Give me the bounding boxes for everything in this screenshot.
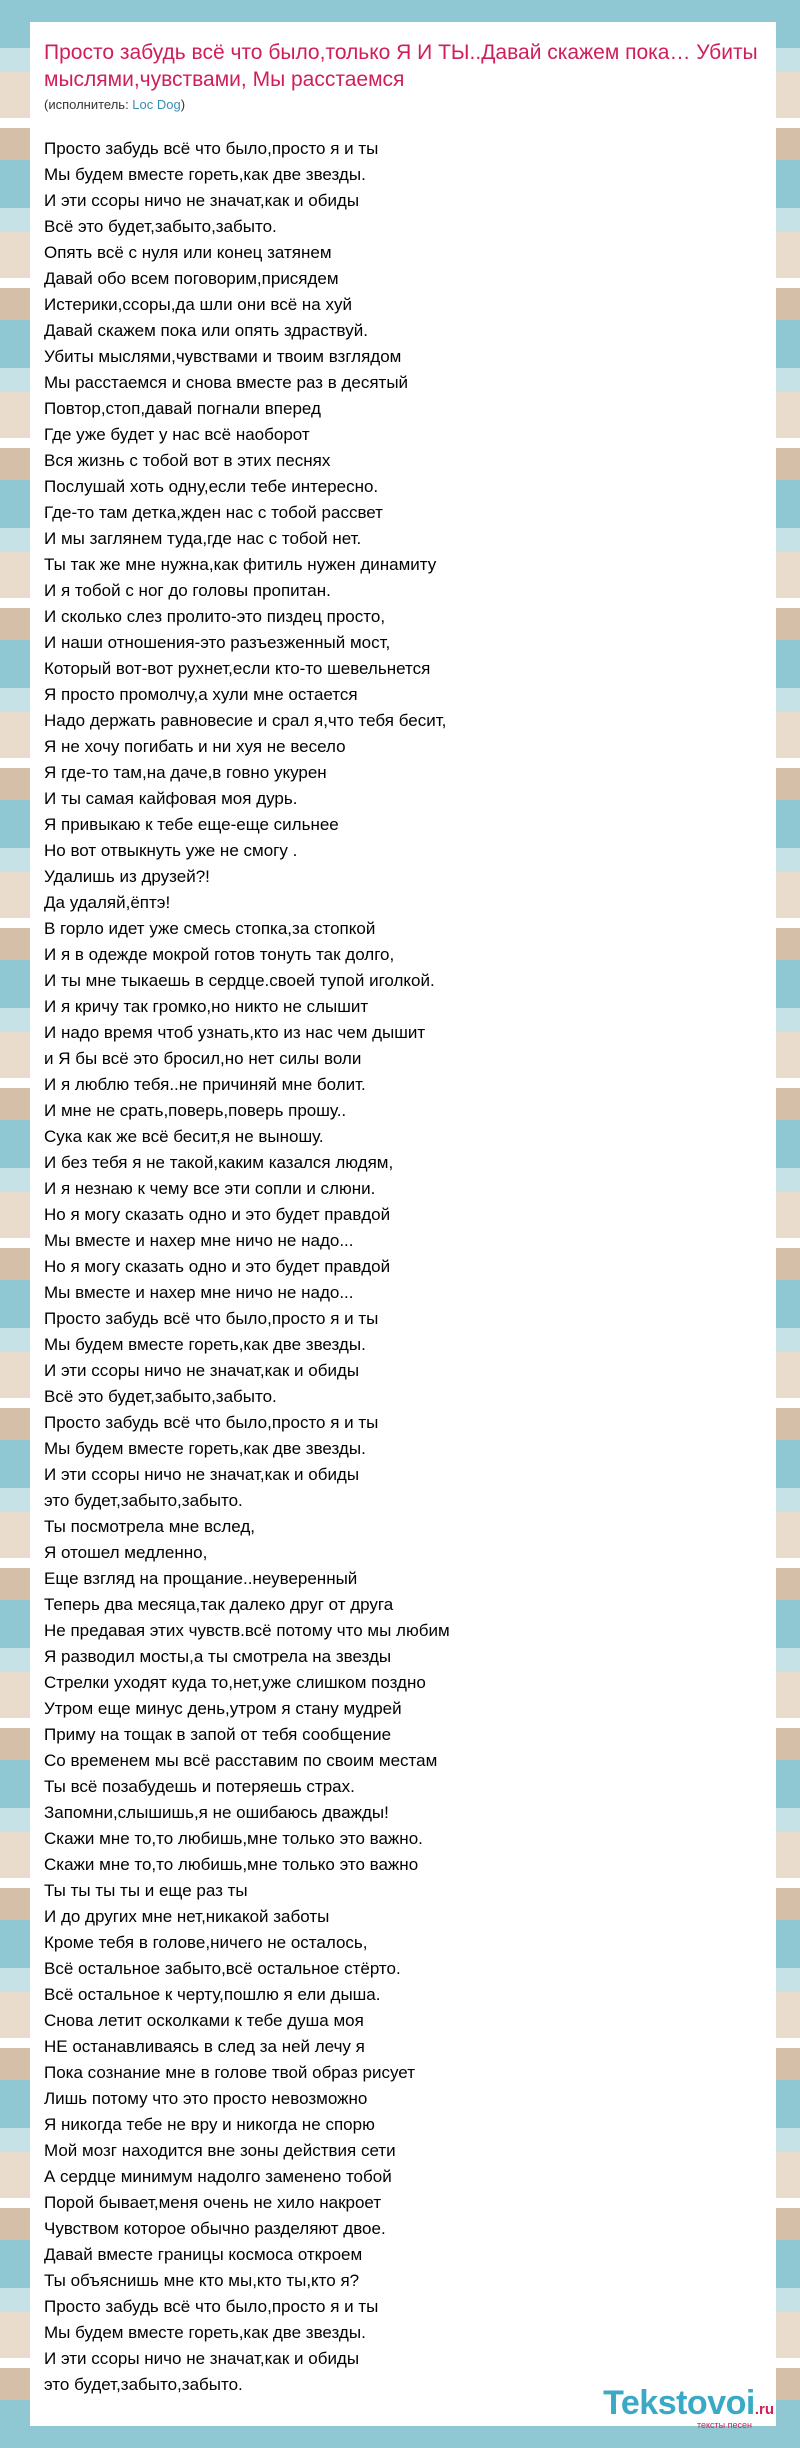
- lyric-line: Ты так же мне нужна,как фитиль нужен динамиту: [44, 555, 437, 574]
- lyric-line: Чувством которое обычно разделяют двое.: [44, 2219, 386, 2238]
- lyric-line: Еще взгляд на прощание..неуверенный: [44, 1569, 358, 1588]
- lyric-line: И я кричу так громко,но никто не слышит: [44, 997, 369, 1016]
- lyric-line: Где уже будет у нас всё наоборот: [44, 425, 310, 444]
- lyric-line: И я незнаю к чему все эти сопли и слюни.: [44, 1179, 376, 1198]
- lyric-line: Повтор,стоп,давай погнали вперед: [44, 399, 321, 418]
- lyric-line: И эти ссоры ничо не значат,как и обиды: [44, 1465, 360, 1484]
- lyric-line: Я разводил мосты,а ты смотрела на звезды: [44, 1647, 392, 1666]
- lyric-line: Просто забудь всё что было,просто я и ты: [44, 1309, 379, 1328]
- lyric-line: Но я могу сказать одно и это будет правдой: [44, 1257, 391, 1276]
- lyric-line: Всё остальное забыто,всё остальное стёрто.: [44, 1959, 401, 1978]
- performer-line: [44, 96, 762, 114]
- lyric-line: Утром еще минус день,утром я стану мудрей: [44, 1699, 402, 1718]
- lyric-line: Удалишь из друзей?!: [44, 867, 210, 886]
- lyric-line: Который вот-вот рухнет,если кто-то шевельнется: [44, 659, 431, 678]
- lyric-line: Давай скажем пока или опять здраствуй.: [44, 321, 368, 340]
- lyric-line: И я тобой с ног до головы пропитан.: [44, 581, 331, 600]
- lyric-line: Сука как же всё бесит,я не выношу.: [44, 1127, 324, 1146]
- lyric-line: Мой мозг находится вне зоны действия сети: [44, 2141, 396, 2160]
- lyric-line: Ты всё позабудешь и потеряешь страх.: [44, 1777, 355, 1796]
- lyric-line: Мы будем вместе гореть,как две звезды.: [44, 1439, 366, 1458]
- lyric-line: и Я бы всё это бросил,но нет силы воли: [44, 1049, 362, 1068]
- lyric-line: Со временем мы всё расставим по своим местам: [44, 1751, 438, 1770]
- lyric-line: И сколько слез пролито-это пиздец просто,: [44, 607, 386, 626]
- lyric-line: И без тебя я не такой,каким казался людям,: [44, 1153, 394, 1172]
- lyric-line: Мы вместе и нахер мне ничо не надо...: [44, 1283, 354, 1302]
- lyric-line: Пока сознание мне в голове твой образ рисует: [44, 2063, 415, 2082]
- lyric-line: Истерики,ссоры,да шли они всё на хуй: [44, 295, 352, 314]
- lyric-line: И эти ссоры ничо не значат,как и обиды: [44, 2349, 360, 2368]
- lyric-line: Да удаляй,ёптэ!: [44, 893, 171, 912]
- lyric-line: И эти ссоры ничо не значат,как и обиды: [44, 1361, 360, 1380]
- lyric-line: это будет,забыто,забыто.: [44, 2375, 243, 2394]
- lyric-line: Надо держать равновесие и срал я,что тебя бесит,: [44, 711, 447, 730]
- lyric-line: Теперь два месяца,так далеко друг от друга: [44, 1595, 394, 1614]
- lyric-line: Но я могу сказать одно и это будет правдой: [44, 1205, 391, 1224]
- lyric-line: Порой бывает,меня очень не хило накроет: [44, 2193, 382, 2212]
- lyric-line: Вся жизнь с тобой вот в этих песнях: [44, 451, 331, 470]
- logo-tagline: тексты песен: [696, 2420, 752, 2430]
- lyric-line: Скажи мне то,то любишь,мне только это важно.: [44, 1829, 423, 1848]
- lyric-line: Всё остальное к черту,пошлю я ели дыша.: [44, 1985, 381, 2004]
- lyric-line: Стрелки уходят куда то,нет,уже слишком поздно: [44, 1673, 426, 1692]
- lyric-line: Приму на тощак в запой от тебя сообщение: [44, 1725, 392, 1744]
- lyric-line: Мы расстаемся и снова вместе раз в десятый: [44, 373, 409, 392]
- lyric-line: И до других мне нет,никакой заботы: [44, 1907, 330, 1926]
- lyric-line: Убиты мыслями,чувствами и твоим взглядом: [44, 347, 402, 366]
- lyric-line: Просто забудь всё что было,просто я и ты: [44, 139, 379, 158]
- lyric-line: Я просто промолчу,а хули мне остается: [44, 685, 358, 704]
- lyric-line: Всё это будет,забыто,забыто.: [44, 217, 277, 236]
- lyric-line: Снова летит осколками к тебе душа моя: [44, 2011, 364, 2030]
- lyric-line: Но вот отвыкнуть уже не смогу .: [44, 841, 298, 860]
- logo-wordmark: Tekstovoi: [603, 2384, 755, 2422]
- lyric-line: Скажи мне то,то любишь,мне только это важно: [44, 1855, 419, 1874]
- lyric-line: Я привыкаю к тебе еще-еще сильнее: [44, 815, 339, 834]
- lyric-line: И ты мне тыкаешь в сердце.своей тупой иголкой.: [44, 971, 435, 990]
- lyric-line: Не предавая этих чувств.всё потому что мы любим: [44, 1621, 450, 1640]
- lyric-line: Давай вместе границы космоса откроем: [44, 2245, 363, 2264]
- performer-label-prefix: (исполнитель:: [44, 97, 133, 112]
- lyric-line: Ты объяснишь мне кто мы,кто ты,кто я?: [44, 2271, 360, 2290]
- lyric-line: Мы будем вместе гореть,как две звезды.: [44, 1335, 366, 1354]
- lyric-line: И ты самая кайфовая моя дурь.: [44, 789, 298, 808]
- lyric-line: Я никогда тебе не вру и никогда не спорю: [44, 2115, 375, 2134]
- lyric-line: Послушай хоть одну,если тебе интересно.: [44, 477, 379, 496]
- song-title: Просто забудь всё что было,только Я И ТЫ..Давай скажем пока… Убиты мыслями,чувствами, Мы расстаемся: [44, 41, 758, 91]
- lyric-line: Опять всё с нуля или конец затянем: [44, 243, 332, 262]
- performer-label-suffix: ): [180, 97, 186, 112]
- lyric-line: Мы вместе и нахер мне ничо не надо...: [44, 1231, 354, 1250]
- artist-link[interactable]: Loc Dog: [132, 97, 181, 112]
- lyric-line: И надо время чтоб узнать,кто из нас чем дышит: [44, 1023, 426, 1042]
- lyric-line: Просто забудь всё что было,просто я и ты: [44, 2297, 379, 2316]
- lyric-line: Ты посмотрела мне вслед,: [44, 1517, 255, 1536]
- lyric-line: Всё это будет,забыто,забыто.: [44, 1387, 277, 1406]
- lyric-line: Лишь потому что это просто невозможно: [44, 2089, 368, 2108]
- lyric-line: Где-то там детка,жден нас с тобой рассвет: [44, 503, 383, 522]
- lyric-line: Кроме тебя в голове,ничего не осталось,: [44, 1933, 368, 1952]
- lyric-line: Запомни,слышишь,я не ошибаюсь дважды!: [44, 1803, 389, 1822]
- lyrics-card: [30, 22, 776, 2426]
- lyric-line: И эти ссоры ничо не значат,как и обиды: [44, 191, 360, 210]
- lyric-line: это будет,забыто,забыто.: [44, 1491, 243, 1510]
- logo-domain: .ru: [754, 2401, 774, 2418]
- lyric-line: И я люблю тебя..не причиняй мне болит.: [44, 1075, 366, 1094]
- site-logo[interactable]: [603, 2386, 774, 2430]
- lyric-line: Ты ты ты ты и еще раз ты: [44, 1881, 248, 1900]
- lyric-line: И мне не срать,поверь,поверь прошу..: [44, 1101, 347, 1120]
- lyric-line: И я в одежде мокрой готов тонуть так долго,: [44, 945, 395, 964]
- lyric-line: И мы заглянем туда,где нас с тобой нет.: [44, 529, 362, 548]
- lyric-line: Я не хочу погибать и ни хуя не весело: [44, 737, 346, 756]
- lyric-line: В горло идет уже смесь стопка,за стопкой: [44, 919, 376, 938]
- lyric-line: А сердце минимум надолго заменено тобой: [44, 2167, 392, 2186]
- lyric-line: НЕ останавливаясь в след за ней лечу я: [44, 2037, 365, 2056]
- lyrics-body: [44, 136, 762, 2398]
- lyric-line: Я отошел медленно,: [44, 1543, 208, 1562]
- lyric-line: И наши отношения-это разъезженный мост,: [44, 633, 391, 652]
- lyric-line: Мы будем вместе гореть,как две звезды.: [44, 165, 366, 184]
- lyric-line: Просто забудь всё что было,просто я и ты: [44, 1413, 379, 1432]
- lyric-line: Я где-то там,на даче,в говно укурен: [44, 763, 327, 782]
- lyric-line: Давай обо всем поговорим,присядем: [44, 269, 339, 288]
- lyric-line: Мы будем вместе гореть,как две звезды.: [44, 2323, 366, 2342]
